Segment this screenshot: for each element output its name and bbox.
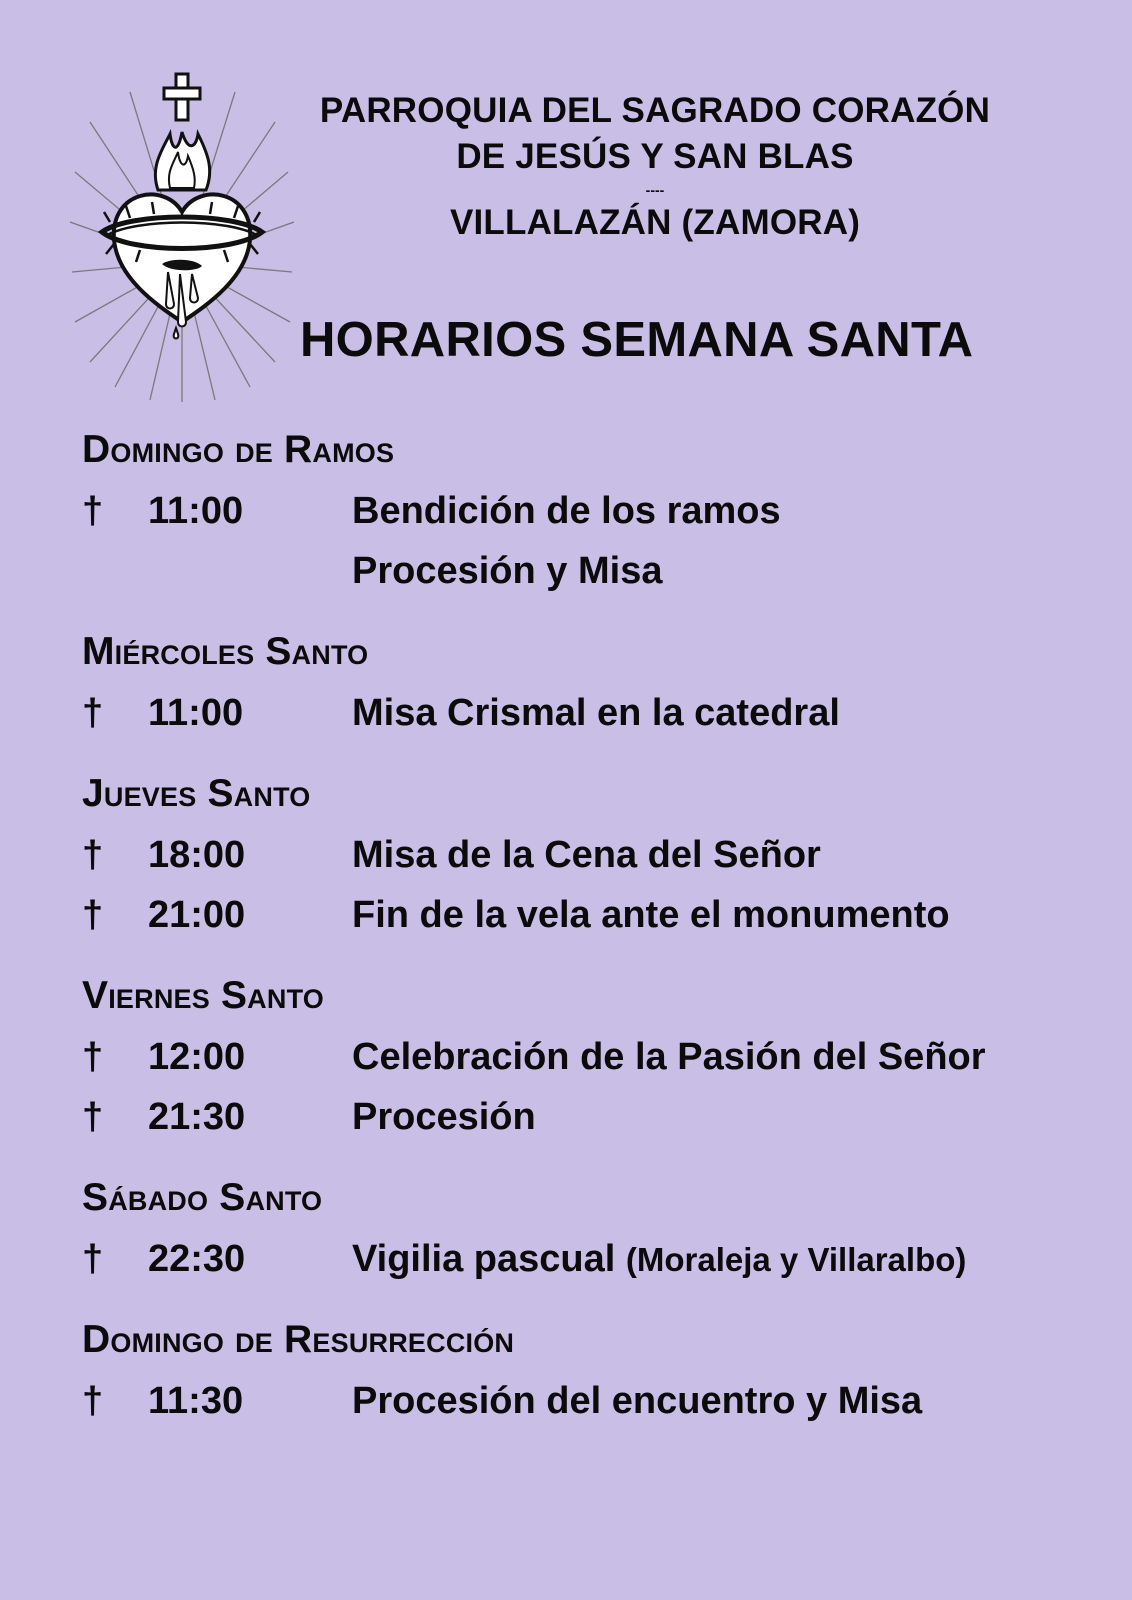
event-time: 18:00 <box>148 834 246 876</box>
dagger-icon: † <box>82 1096 104 1138</box>
event-time: 11:00 <box>148 692 244 734</box>
event-row <box>82 541 1102 601</box>
event-description-note: (Moraleja y Villaralbo) <box>625 1241 967 1278</box>
page-title: HORARIOS SEMANA SANTA <box>300 313 974 367</box>
event-row <box>82 1087 1102 1147</box>
event-row <box>82 825 1102 885</box>
event-row <box>82 481 1102 541</box>
day-section <box>82 1173 1102 1289</box>
event-time: 21:00 <box>148 894 246 936</box>
event-description: Misa de la Cena del Señor <box>352 834 821 876</box>
day-section <box>82 627 1102 743</box>
event-description: Procesión y Misa <box>352 550 663 592</box>
event-row <box>82 1371 1102 1431</box>
parish-location: VILLALAZÁN (ZAMORA) <box>449 203 861 242</box>
event-description <box>352 1229 966 1290</box>
event-time: 11:00 <box>148 490 244 532</box>
dagger-icon: † <box>82 490 104 532</box>
event-time: 21:30 <box>148 1096 246 1138</box>
dagger-icon: † <box>82 1238 104 1280</box>
parish-name-line2: DE JESÚS Y SAN BLAS <box>456 137 854 176</box>
header-separator: ---- <box>645 182 665 198</box>
dagger-icon: † <box>82 1036 104 1078</box>
event-description: Procesión del encuentro y Misa <box>352 1380 923 1422</box>
event-time: 11:30 <box>148 1380 244 1422</box>
day-section <box>82 769 1102 945</box>
event-row <box>82 683 1102 743</box>
day-title: Domingo de Resurrección <box>82 1318 515 1361</box>
dagger-icon: † <box>82 692 104 734</box>
day-section <box>82 1315 1102 1431</box>
parish-name-line1: PARROQUIA DEL SAGRADO CORAZÓN <box>319 91 991 130</box>
event-row <box>82 1027 1102 1087</box>
event-description-main: Vigilia pascual <box>352 1238 616 1280</box>
event-description: Celebración de la Pasión del Señor <box>352 1036 986 1078</box>
event-time: 12:00 <box>148 1036 246 1078</box>
day-section <box>82 971 1102 1147</box>
day-section <box>82 425 1102 601</box>
day-title: Miércoles Santo <box>82 630 369 673</box>
dagger-icon: † <box>82 894 104 936</box>
day-title: Domingo de Ramos <box>82 428 395 471</box>
sacred-heart-icon <box>70 72 294 402</box>
event-description: Bendición de los ramos <box>352 490 781 532</box>
day-title: Jueves Santo <box>82 772 311 815</box>
schedule <box>82 425 1102 1457</box>
event-row <box>82 885 1102 945</box>
event-row <box>82 1229 1102 1289</box>
parish-header <box>290 88 1020 246</box>
day-title: Viernes Santo <box>82 974 324 1017</box>
dagger-icon: † <box>82 1380 104 1422</box>
event-description: Procesión <box>352 1096 536 1138</box>
event-description: Fin de la vela ante el monumento <box>352 894 950 936</box>
event-time: 22:30 <box>148 1238 246 1280</box>
event-description: Misa Crismal en la catedral <box>352 692 840 734</box>
day-title: Sábado Santo <box>82 1176 323 1219</box>
dagger-icon: † <box>82 834 104 876</box>
